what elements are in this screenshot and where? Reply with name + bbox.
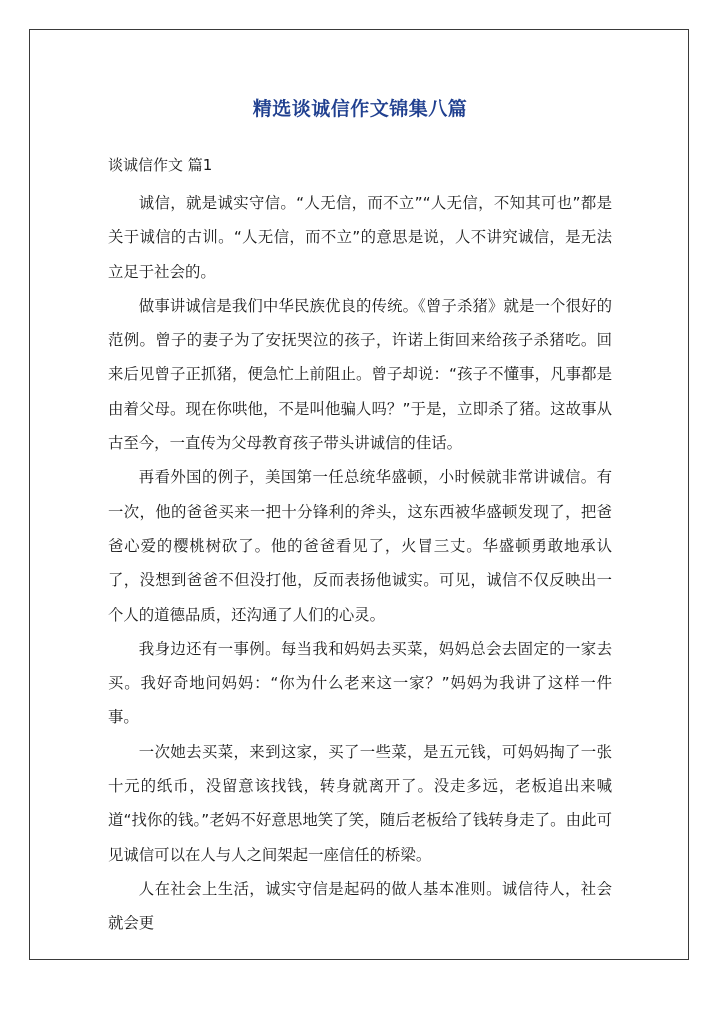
paragraph: 诚信，就是诚实守信。“人无信，而不立”“人无信，不知其可也”都是关于诚信的古训。“人无信，而不立”的意思是说，人不讲究诚信，是无法立足于社会的。 [108, 194, 612, 281]
section-heading: 谈诚信作文 篇1 [108, 156, 213, 174]
paragraph: 做事讲诚信是我们中华民族优良的传统。《曾子杀猪》就是一个很好的范例。曾子的妻子为了安抚哭泣的孩子，许诺上街回来给孩子杀猪吃。回来后见曾子正抓猪，便急忙上前阻止。曾子却说：“孩子不懂事，凡事都是由着父母。现在你哄他，不是叫他骗人吗？”于是，立即杀了猪。这故事从古至今，一直传为父母教育孩子带头讲诚信的佳话。 [108, 296, 612, 453]
document-body [108, 186, 612, 941]
paragraph: 人在社会上生活，诚实守信是起码的做人基本准则。诚信待人，社会就会更 [108, 879, 612, 933]
paragraph: 再看外国的例子，美国第一任总统华盛顿，小时候就非常讲诚信。有一次，他的爸爸买来一把十分锋利的斧头，这东西被华盛顿发现了，把爸爸心爱的樱桃树砍了。他的爸爸看见了，火冒三丈。华盛顿勇敢地承认了，没想到爸爸不但没打他，反而表扬他诚实。可见，诚信不仅反映出一个人的道德品质，还沟通了人们的心灵。 [108, 468, 612, 624]
paragraph: 我身边还有一事例。每当我和妈妈去买菜，妈妈总会去固定的一家去买。我好奇地问妈妈：“你为什么老来这一家？”妈妈为我讲了这样一件事。 [108, 639, 612, 727]
document-title: 精选谈诚信作文锦集八篇 [252, 98, 468, 120]
paragraph: 一次她去买菜，来到这家，买了一些菜，是五元钱，可妈妈掏了一张十元的纸币，没留意该找钱，转身就离开了。没走多远，老板追出来喊道“找你的钱。”老妈不好意思地笑了笑，随后老板给了钱转身走了。由此可见诚信可以在人与人之间架起一座信任的桥梁。 [108, 742, 612, 864]
